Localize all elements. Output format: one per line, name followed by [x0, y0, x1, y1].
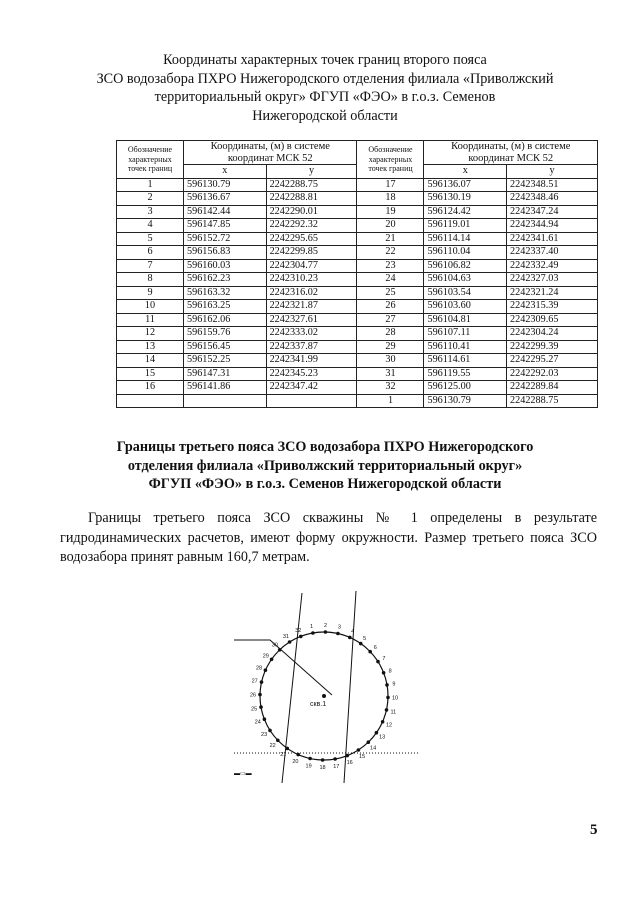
- boundary-point: [264, 668, 268, 672]
- table-row: [117, 232, 598, 246]
- coordinate-cell: [266, 394, 357, 408]
- point-number-cell: 20: [357, 219, 424, 233]
- coordinate-cell: 596163.25: [184, 300, 267, 314]
- boundary-point: [357, 748, 361, 752]
- coordinate-cell: 596107.11: [424, 327, 507, 341]
- coordinate-cell: 2242327.61: [266, 313, 357, 327]
- point-number-cell: 21: [357, 232, 424, 246]
- table-row: [117, 300, 598, 314]
- boundary-point-label: 8: [388, 668, 392, 675]
- coordinate-cell: 2242295.27: [507, 354, 598, 368]
- boundary-point-label: 11: [390, 709, 397, 716]
- title-line: ЗСО водозабора ПХРО Нижегородского отделения филиала «Приволжский: [96, 70, 554, 87]
- boundary-point-label: 6: [373, 644, 377, 651]
- header-coords: Координаты, (м) в системе координат МСК 52: [424, 141, 598, 165]
- point-number-cell: 4: [117, 219, 184, 233]
- coordinate-cell: 2242288.81: [266, 192, 357, 206]
- coordinate-cell: 596142.44: [184, 205, 267, 219]
- point-number-cell: 19: [357, 205, 424, 219]
- table-row: [117, 394, 598, 408]
- table-row: [117, 354, 598, 368]
- boundary-point-label: 26: [249, 692, 257, 699]
- boundary-point-label: 15: [359, 753, 366, 760]
- coordinate-cell: 2242315.39: [507, 300, 598, 314]
- point-number-cell: [117, 394, 184, 408]
- boundary-point-label: 25: [251, 706, 258, 713]
- boundary-point-label: 10: [391, 695, 399, 702]
- header-coords: Координаты, (м) в системе координат МСК 52: [184, 141, 357, 165]
- boundary-point: [382, 671, 386, 675]
- boundary-point-label: 2: [323, 623, 328, 629]
- coordinate-cell: 596141.86: [184, 381, 267, 395]
- point-number-cell: 1: [357, 394, 424, 408]
- boundary-point: [259, 705, 263, 709]
- point-number-cell: 2: [117, 192, 184, 206]
- boundary-point-label: 3: [337, 624, 341, 631]
- header-x: x: [184, 165, 267, 179]
- boundary-point-label: 24: [254, 719, 261, 726]
- scale-note: ▬▭▬: [234, 771, 252, 777]
- boundary-point: [336, 632, 340, 636]
- table-row: [117, 273, 598, 287]
- coordinate-cell: 2242304.24: [507, 327, 598, 341]
- boundary-point-label: 7: [382, 655, 386, 662]
- coordinate-cell: 596156.83: [184, 246, 267, 260]
- boundary-point: [367, 740, 371, 744]
- boundary-point: [278, 648, 282, 652]
- boundary-point: [308, 757, 312, 761]
- point-number-cell: 27: [357, 313, 424, 327]
- boundary-point-label: 28: [255, 665, 263, 672]
- table-row: [117, 381, 598, 395]
- coordinate-cell: 2242292.32: [266, 219, 357, 233]
- boundary-point: [260, 680, 264, 684]
- title-line: территориальный округ» ФГУП «ФЭО» в г.о.з. Семенов: [154, 89, 496, 105]
- coordinate-cell: 596119.55: [424, 367, 507, 381]
- coordinate-cell: 596130.79: [184, 178, 267, 192]
- coordinate-cell: 2242337.87: [266, 340, 357, 354]
- point-number-cell: 25: [357, 286, 424, 300]
- boundary-point-label: 9: [392, 681, 396, 688]
- page-number: 5: [590, 822, 598, 838]
- table-row: [117, 178, 598, 192]
- coordinate-cell: 596114.14: [424, 232, 507, 246]
- boundary-point-label: 20: [292, 759, 299, 765]
- boundary-point: [348, 636, 352, 640]
- boundary-point-label: 31: [282, 634, 289, 641]
- coordinate-cell: 2242347.42: [266, 381, 357, 395]
- boundary-point-label: 23: [261, 732, 268, 739]
- boundary-point: [386, 696, 390, 700]
- boundary-point: [345, 754, 349, 758]
- document-title: [60, 51, 590, 125]
- point-number-cell: 24: [357, 273, 424, 287]
- boundary-point: [359, 642, 363, 646]
- boundary-point-label: 12: [385, 722, 393, 729]
- title-line: Координаты характерных точек границ второго пояса: [163, 52, 487, 68]
- coordinate-cell: 2242290.01: [266, 205, 357, 219]
- header-point: Обозначение характерных точек границ: [357, 141, 424, 179]
- coordinate-cell: 2242288.75: [507, 394, 598, 408]
- boundary-point: [324, 630, 328, 634]
- coordinate-cell: 2242327.03: [507, 273, 598, 287]
- table-row: [117, 313, 598, 327]
- boundary-point-label: 32: [295, 627, 302, 634]
- boundary-point-label: 4: [351, 629, 355, 635]
- table-body: [117, 178, 598, 408]
- point-number-cell: 31: [357, 367, 424, 381]
- table-row: [117, 205, 598, 219]
- coordinate-cell: 596147.85: [184, 219, 267, 233]
- boundary-point: [258, 693, 262, 697]
- point-number-cell: 9: [117, 286, 184, 300]
- table-row: [117, 219, 598, 233]
- coordinate-cell: 2242337.40: [507, 246, 598, 260]
- table-row: [117, 286, 598, 300]
- table-row: [117, 246, 598, 260]
- point-number-cell: 29: [357, 340, 424, 354]
- coordinate-cell: 596152.25: [184, 354, 267, 368]
- well-marker: [322, 694, 326, 698]
- point-number-cell: 12: [117, 327, 184, 341]
- header-y: y: [266, 165, 357, 179]
- point-number-cell: 8: [117, 273, 184, 287]
- coordinate-cell: 2242289.84: [507, 381, 598, 395]
- table-row: [117, 192, 598, 206]
- coordinate-cell: 596163.32: [184, 286, 267, 300]
- boundary-point: [263, 717, 267, 721]
- heading-line: ФГУП «ФЭО» в г.о.з. Семенов Нижегородской области: [148, 476, 502, 492]
- point-number-cell: 17: [357, 178, 424, 192]
- boundary-point: [288, 640, 292, 644]
- section-heading: [60, 438, 590, 494]
- coordinate-cell: 596162.23: [184, 273, 267, 287]
- header-point: Обозначение характерных точек границ: [117, 141, 184, 179]
- coordinate-cell: 2242304.77: [266, 259, 357, 273]
- coordinate-cell: 2242345.23: [266, 367, 357, 381]
- point-number-cell: 26: [357, 300, 424, 314]
- point-number-cell: 5: [117, 232, 184, 246]
- coordinate-cell: 596159.76: [184, 327, 267, 341]
- boundary-point: [311, 631, 315, 635]
- boundary-point: [385, 683, 389, 687]
- boundary-point: [276, 739, 280, 743]
- coordinate-cell: 2242310.23: [266, 273, 357, 287]
- title-line: Нижегородской области: [252, 107, 398, 124]
- table-row: [117, 327, 598, 341]
- coordinate-cell: 596103.54: [424, 286, 507, 300]
- boundary-point: [368, 650, 372, 654]
- boundary-point-label: 22: [269, 743, 276, 750]
- coordinate-cell: 2242299.39: [507, 340, 598, 354]
- point-number-cell: 7: [117, 259, 184, 273]
- boundary-point: [299, 635, 303, 639]
- coordinate-cell: 2242344.94: [507, 219, 598, 233]
- coordinate-cell: 596136.07: [424, 178, 507, 192]
- point-number-cell: 16: [117, 381, 184, 395]
- boundary-point-label: 19: [305, 763, 312, 770]
- coordinate-cell: 596130.19: [424, 192, 507, 206]
- coordinate-cell: 596103.60: [424, 300, 507, 314]
- point-number-cell: 32: [357, 381, 424, 395]
- point-number-cell: 3: [117, 205, 184, 219]
- coordinate-cell: 2242292.03: [507, 367, 598, 381]
- table-row: [117, 367, 598, 381]
- boundary-point: [375, 731, 379, 735]
- coordinate-cell: 596162.06: [184, 313, 267, 327]
- coordinate-cell: 2242348.51: [507, 178, 598, 192]
- coordinate-cell: 2242321.24: [507, 286, 598, 300]
- point-number-cell: 11: [117, 313, 184, 327]
- boundary-point-label: 1: [310, 624, 314, 631]
- point-number-cell: 22: [357, 246, 424, 260]
- boundary-point-label: 30: [271, 642, 278, 649]
- boundary-point: [268, 729, 272, 733]
- point-number-cell: 14: [117, 354, 184, 368]
- boundary-point-label: 17: [333, 763, 340, 770]
- coordinate-cell: 2242316.02: [266, 286, 357, 300]
- heading-line: Границы третьего пояса ЗСО водозабора ПХРО Нижегородского: [116, 439, 534, 455]
- header-x: x: [424, 165, 507, 179]
- description-paragraph: Границы третьего пояса ЗСО скважины № 1 определены в результате гидродинамических расчетов, имеют форму окружности. Размер третьего пояса ЗСО водозабора принят равным 160,7 метрам.: [60, 510, 597, 565]
- coordinate-cell: 596104.63: [424, 273, 507, 287]
- boundary-point: [376, 660, 380, 664]
- point-number-cell: 15: [117, 367, 184, 381]
- coordinate-cell: 2242295.65: [266, 232, 357, 246]
- coordinate-cell: 596106.82: [424, 259, 507, 273]
- coordinate-cell: 2242333.02: [266, 327, 357, 341]
- coordinate-cell: 596110.41: [424, 340, 507, 354]
- coordinate-cell: 596147.31: [184, 367, 267, 381]
- boundary-point: [296, 753, 300, 757]
- point-number-cell: 6: [117, 246, 184, 260]
- point-number-cell: 28: [357, 327, 424, 341]
- boundary-point: [270, 658, 274, 662]
- coordinate-cell: 2242348.46: [507, 192, 598, 206]
- boundary-point-label: 14: [370, 745, 377, 752]
- point-number-cell: 30: [357, 354, 424, 368]
- boundary-point-label: 16: [346, 760, 353, 767]
- coordinate-cell: 596119.01: [424, 219, 507, 233]
- point-number-cell: 10: [117, 300, 184, 314]
- coordinate-cell: 596104.81: [424, 313, 507, 327]
- point-number-cell: 23: [357, 259, 424, 273]
- boundary-point: [286, 747, 290, 751]
- coordinate-cell: 596136.67: [184, 192, 267, 206]
- boundary-point-label: 5: [363, 635, 367, 642]
- boundary-point-label: 13: [379, 734, 386, 741]
- point-number-cell: 13: [117, 340, 184, 354]
- header-y: y: [507, 165, 598, 179]
- well-label: скв.1: [310, 701, 327, 708]
- boundary-point: [333, 757, 337, 761]
- coordinate-cell: 2242321.87: [266, 300, 357, 314]
- boundary-point-label: 18: [319, 765, 326, 771]
- coordinate-cell: 2242332.49: [507, 259, 598, 273]
- coordinate-cell: 596160.03: [184, 259, 267, 273]
- coordinate-cell: 596110.04: [424, 246, 507, 260]
- coordinate-cell: 2242288.75: [266, 178, 357, 192]
- boundary-point: [385, 708, 389, 712]
- boundary-point-label: 29: [262, 653, 269, 660]
- coordinate-cell: [184, 394, 267, 408]
- coordinate-cell: 2242309.65: [507, 313, 598, 327]
- heading-line: отделения филиала «Приволжский территориальный округ»: [127, 457, 523, 474]
- leader-line: [234, 640, 332, 695]
- coordinate-cell: 596124.42: [424, 205, 507, 219]
- point-number-cell: 18: [357, 192, 424, 206]
- coordinate-cell: 596125.00: [424, 381, 507, 395]
- coordinate-cell: 596156.45: [184, 340, 267, 354]
- boundary-point-label: 27: [251, 678, 258, 685]
- table-row: [117, 340, 598, 354]
- coordinate-cell: 2242299.85: [266, 246, 357, 260]
- coordinates-table: [116, 140, 598, 408]
- coordinate-cell: 2242347.24: [507, 205, 598, 219]
- boundary-point: [381, 720, 385, 724]
- coordinate-cell: 2242341.61: [507, 232, 598, 246]
- coordinate-cell: 596152.72: [184, 232, 267, 246]
- point-number-cell: 1: [117, 178, 184, 192]
- coordinate-cell: 2242341.99: [266, 354, 357, 368]
- coordinate-cell: 596130.79: [424, 394, 507, 408]
- boundary-point: [321, 758, 325, 762]
- table-row: [117, 259, 598, 273]
- coordinate-cell: 596114.61: [424, 354, 507, 368]
- zone-boundary-scheme: [220, 585, 430, 790]
- boundary-point-label: 21: [280, 752, 287, 759]
